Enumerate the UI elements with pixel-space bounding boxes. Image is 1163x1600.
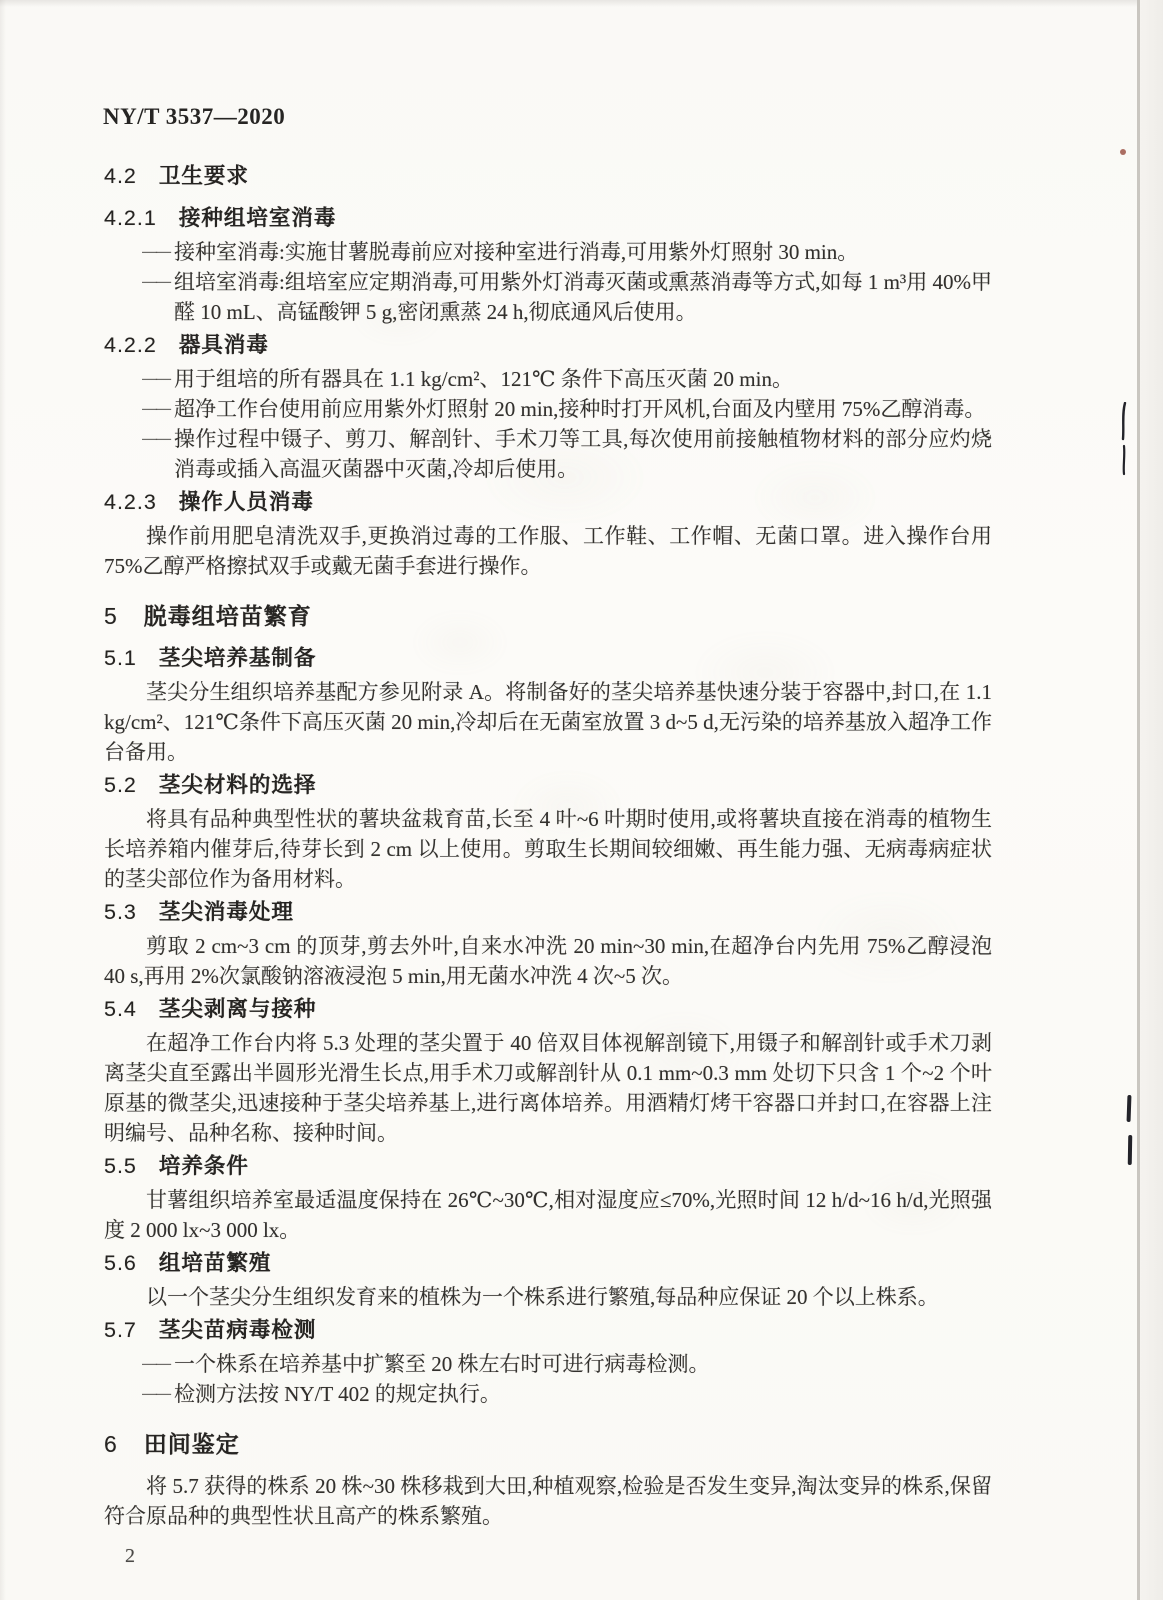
section-number: 4.2.3 bbox=[104, 490, 157, 514]
dash-list-item bbox=[142, 424, 992, 484]
page-number: 2 bbox=[125, 1545, 135, 1567]
section-heading-4.2.2 bbox=[104, 330, 992, 360]
dash-marker: —— bbox=[142, 1386, 170, 1402]
scan-edge-left bbox=[0, 0, 6, 1600]
dash-marker: —— bbox=[142, 244, 170, 260]
section-title: 组培苗繁殖 bbox=[158, 1251, 272, 1275]
section-number: 5.1 bbox=[104, 646, 137, 670]
section-heading-5.7 bbox=[104, 1315, 992, 1345]
section-title: 茎尖消毒处理 bbox=[158, 900, 294, 924]
section-title: 茎尖剥离与接种 bbox=[158, 997, 317, 1021]
paragraph: 将 5.7 获得的株系 20 株~30 株移栽到大田,种植观察,检验是否发生变异,淘汰变异的株系,保留符合原品种的典型性状且高产的株系繁殖。 bbox=[104, 1474, 992, 1528]
section-number: 5 bbox=[104, 603, 118, 629]
dash-text: 接种室消毒:实施甘薯脱毒前应对接种室进行消毒,可用紫外灯照射 30 min。 bbox=[174, 240, 859, 264]
section-title: 器具消毒 bbox=[178, 333, 269, 357]
dash-list-item bbox=[142, 394, 992, 424]
dash-marker: —— bbox=[142, 401, 170, 417]
section-heading-5 bbox=[104, 599, 992, 633]
paragraph: 以一个茎尖分生组织发育来的植株为一个株系进行繁殖,每品种应保证 20 个以上株系。 bbox=[146, 1285, 939, 1309]
dash-marker: —— bbox=[142, 371, 170, 387]
section-title: 接种组培室消毒 bbox=[178, 206, 337, 230]
section-number: 5.5 bbox=[104, 1154, 137, 1178]
paragraph: 茎尖分生组织培养基配方参见附录 A。将制备好的茎尖培养基快速分装于容器中,封口,在 1.1 kg/cm²、121℃条件下高压灭菌 20 min,冷却后在无菌室放置 3 d~5 d,无污染的培养基放入超净工作台备用。 bbox=[104, 680, 992, 764]
paragraph: 剪取 2 cm~3 cm 的顶芽,剪去外叶,自来水冲洗 20 min~30 min,在超净台内先用 75%乙醇浸泡 40 s,再用 2%次氯酸钠溶液浸泡 5 min,用无菌水冲洗 4 次~5 次。 bbox=[104, 934, 992, 988]
scan-outer-strip bbox=[1140, 0, 1163, 1600]
paragraph: 将具有品种典型性状的薯块盆栽育苗,长至 4 叶~6 叶期时使用,或将薯块直接在消毒的植物生长培养箱内催芽后,待芽长到 2 cm 以上使用。剪取生长期间较细嫩、再生能力强、无病毒病症状的茎尖部位作为备用材料。 bbox=[104, 807, 992, 891]
section-heading-4.2.3 bbox=[104, 487, 992, 517]
section-title: 茎尖培养基制备 bbox=[158, 646, 317, 670]
section-title: 茎尖材料的选择 bbox=[158, 773, 317, 797]
dash-text: 操作过程中镊子、剪刀、解剖针、手术刀等工具,每次使用前接触植物材料的部分应灼烧消毒或插入高温灭菌器中灭菌,冷却后使用。 bbox=[174, 427, 992, 481]
dash-list-item bbox=[142, 1379, 992, 1409]
section-title: 培养条件 bbox=[158, 1154, 249, 1178]
pen-stroke-mark bbox=[1127, 1095, 1132, 1122]
section-title: 田间鉴定 bbox=[143, 1431, 240, 1457]
section-heading-5.2 bbox=[104, 770, 992, 800]
red-dot-mark bbox=[1120, 149, 1126, 155]
section-heading-6 bbox=[104, 1427, 992, 1461]
dash-text: 用于组培的所有器具在 1.1 kg/cm²、121℃ 条件下高压灭菌 20 min。 bbox=[174, 367, 793, 391]
dash-text: 超净工作台使用前应用紫外灯照射 20 min,接种时打开风机,台面及内壁用 75%乙醇消毒。 bbox=[174, 397, 986, 421]
section-title: 茎尖苗病毒检测 bbox=[158, 1318, 317, 1342]
paragraph: 甘薯组织培养室最适温度保持在 26℃~30℃,相对湿度应≤70%,光照时间 12 h/d~16 h/d,光照强度 2 000 lx~3 000 lx。 bbox=[104, 1188, 992, 1242]
paragraph: 在超净工作台内将 5.3 处理的茎尖置于 40 倍双目体视解剖镜下,用镊子和解剖针或手术刀剥离茎尖直至露出半圆形光滑生长点,用手术刀或解剖针从 0.1 mm~0.3 mm 处切下只含 1 个~2 个叶原基的微茎尖,迅速接种于茎尖培养基上,进行离体培养。用酒精灯烤干容器口并封口,在容器上注明编号、品种名称、接种时间。 bbox=[104, 1031, 992, 1145]
section-title: 卫生要求 bbox=[158, 164, 249, 188]
section-heading-5.6 bbox=[104, 1248, 992, 1278]
scan-edge-top bbox=[0, 0, 1163, 7]
pen-stroke-mark bbox=[1118, 402, 1130, 476]
dash-list-item bbox=[142, 237, 992, 267]
dash-text: 一个株系在培养基中扩繁至 20 株左右时可进行病毒检测。 bbox=[174, 1352, 710, 1376]
section-number: 6 bbox=[104, 1431, 118, 1457]
dash-marker: —— bbox=[142, 1356, 170, 1372]
section-number: 5.6 bbox=[104, 1251, 137, 1275]
dash-list-item bbox=[142, 1349, 992, 1379]
section-number: 5.3 bbox=[104, 900, 137, 924]
document-body bbox=[104, 161, 992, 1571]
section-title: 操作人员消毒 bbox=[178, 490, 314, 514]
section-title: 脱毒组培苗繁育 bbox=[143, 603, 312, 629]
standard-number-header: NY/T 3537—2020 bbox=[103, 104, 286, 129]
dash-list-item bbox=[142, 267, 992, 327]
paragraph: 操作前用肥皂清洗双手,更换消过毒的工作服、工作鞋、工作帽、无菌口罩。进入操作台用 75%乙醇严格擦拭双手或戴无菌手套进行操作。 bbox=[104, 524, 992, 578]
dash-text: 组培室消毒:组培室应定期消毒,可用紫外灯消毒灭菌或熏蒸消毒等方式,如每 1 m³用 40%甲醛 10 mL、高锰酸钾 5 g,密闭熏蒸 24 h,彻底通风后使用。 bbox=[174, 270, 992, 324]
section-heading-5.5 bbox=[104, 1151, 992, 1181]
section-heading-4.2 bbox=[104, 161, 992, 191]
section-number: 5.2 bbox=[104, 773, 137, 797]
dash-list-item bbox=[142, 364, 992, 394]
dash-marker: —— bbox=[142, 431, 170, 447]
section-number: 4.2.2 bbox=[104, 333, 157, 357]
section-heading-5.3 bbox=[104, 897, 992, 927]
section-heading-5.1 bbox=[104, 643, 992, 673]
section-number: 4.2.1 bbox=[104, 206, 157, 230]
dash-marker: —— bbox=[142, 274, 170, 290]
section-heading-4.2.1 bbox=[104, 203, 992, 233]
section-heading-5.4 bbox=[104, 994, 992, 1024]
dash-text: 检测方法按 NY/T 402 的规定执行。 bbox=[174, 1382, 501, 1406]
section-number: 5.7 bbox=[104, 1318, 137, 1342]
section-number: 4.2 bbox=[104, 164, 137, 188]
section-number: 5.4 bbox=[104, 997, 137, 1021]
pen-stroke-mark bbox=[1128, 1135, 1133, 1165]
